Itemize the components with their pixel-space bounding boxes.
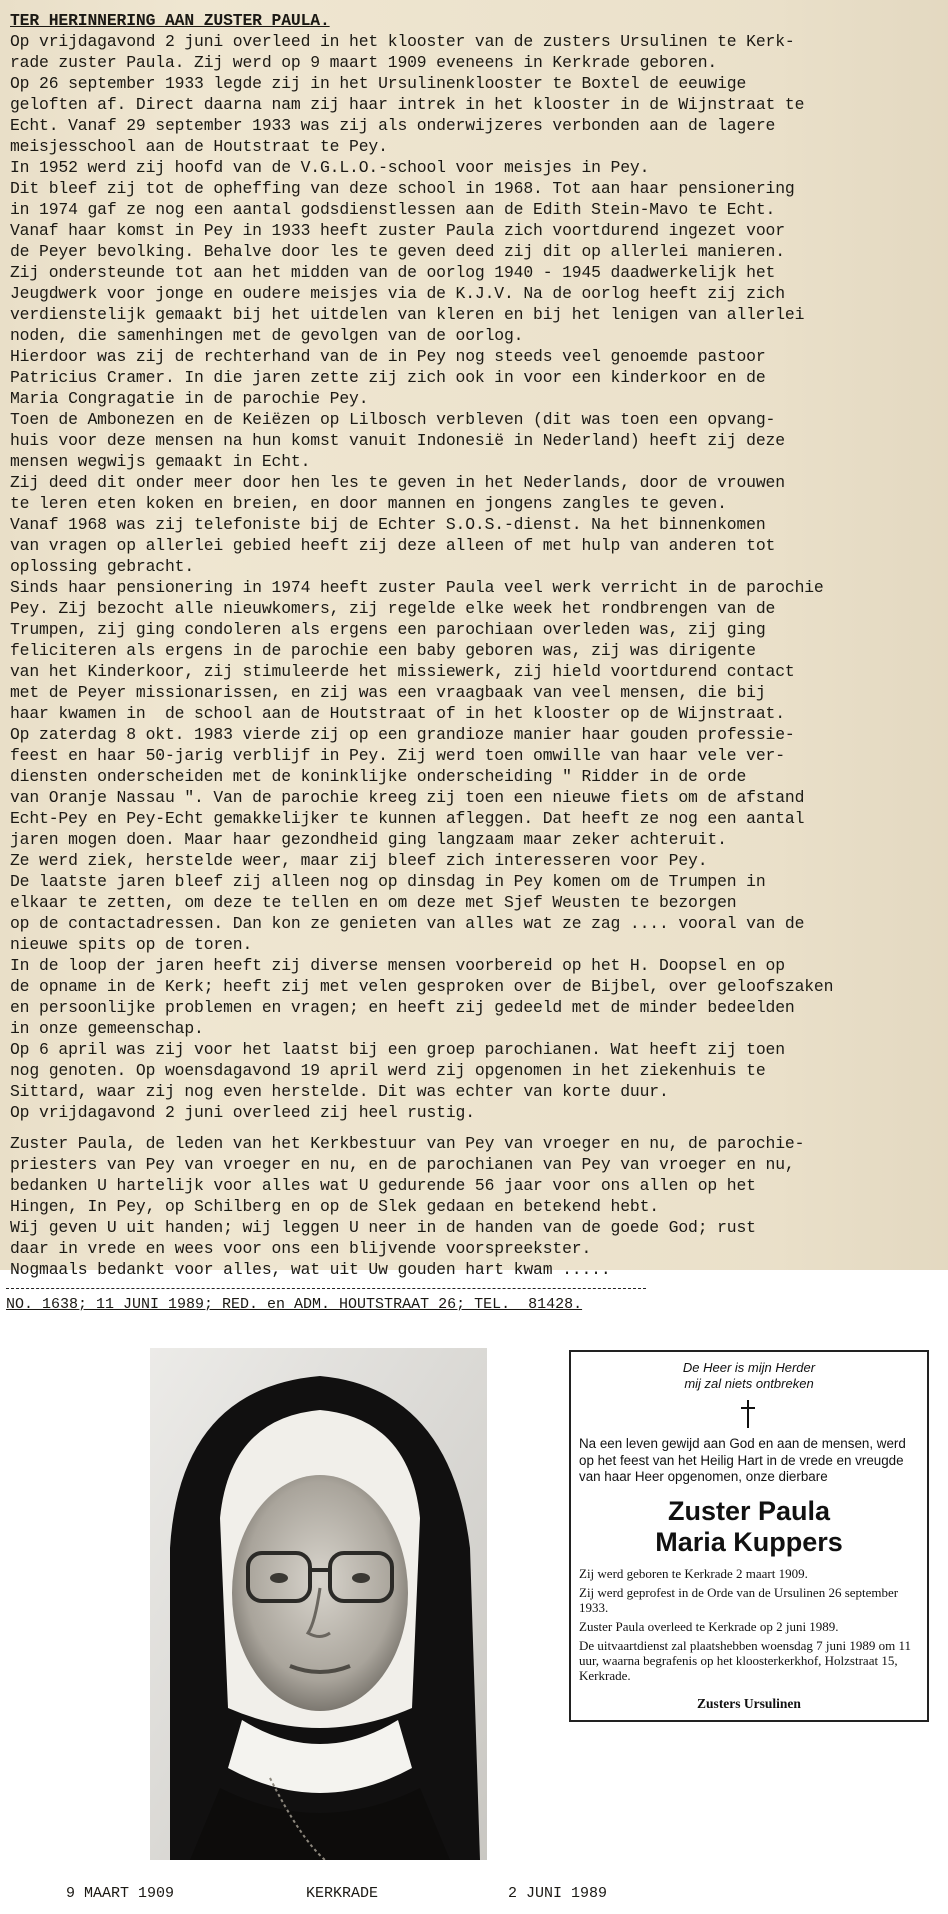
- portrait-photo: [150, 1348, 487, 1860]
- article-line: feest en haar 50-jarig verblijf in Pey. Zij werd toen omwille van haar vele ver-: [10, 746, 785, 765]
- article-line: mensen wegwijs gemaakt in Echt.: [10, 452, 311, 471]
- article-line: Wij geven U uit handen; wij leggen U neer in de handen van de goede God; rust: [10, 1218, 756, 1237]
- article-line: In de loop der jaren heeft zij diverse mensen voorbereid op het H. Doopsel en op: [10, 956, 785, 975]
- article-line: Vanaf 1968 was zij telefoniste bij de Echter S.O.S.-dienst. Na het binnenkomen: [10, 515, 766, 534]
- article-line: Sinds haar pensionering in 1974 heeft zuster Paula veel werk verricht in de parochie: [10, 578, 824, 597]
- article-line: haar kwamen in de school aan de Houtstraat of in het klooster op de Wijnstraat.: [10, 704, 785, 723]
- birth-date: 9 MAART 1909: [66, 1885, 175, 1902]
- article-line: geloften af. Direct daarna nam zij haar intrek in het klooster in de Wijnstraat te: [10, 95, 805, 114]
- death-date: 2 JUNI 1989: [508, 1885, 608, 1902]
- article-line: In 1952 werd zij hoofd van de V.G.L.O.-school voor meisjes in Pey.: [10, 158, 650, 177]
- latin-cross-icon: [738, 1400, 758, 1428]
- article-line: Sittard, waar zij nog even herstelde. Dit was echter van korte duur.: [10, 1082, 669, 1101]
- article-line: huis voor deze mensen na hun komst vanuit Indonesië in Nederland) heeft zij deze: [10, 431, 785, 450]
- article-line: te leren eten koken en breien, en door mannen en jongens zangles te geven.: [10, 494, 727, 513]
- article-title: TER HERINNERING AAN ZUSTER PAULA.: [10, 11, 330, 30]
- article-closing: [10, 1133, 944, 1280]
- article-line: van het Kinderkoor, zij stimuleerde het missiewerk, zij hield voortdurend contact: [10, 662, 795, 681]
- article-line: Toen de Ambonezen en de Keiëzen op Lilbosch verbleven (dit was toen een opvang-: [10, 410, 776, 429]
- article-line: bedanken U hartelijk voor alles wat U gedurende 56 jaar voor ons allen op het: [10, 1176, 756, 1195]
- article-line: Echt-Pey en Pey-Echt gemakkelijker te kunnen afleggen. Dat heeft ze nog een aantal: [10, 809, 805, 828]
- article-line: Vanaf haar komst in Pey in 1933 heeft zuster Paula zich voortdurend ingezet voor: [10, 221, 785, 240]
- birth-fact: Zij werd geboren te Kerkrade 2 maart 1909.: [579, 1566, 808, 1581]
- funeral-fact: De uitvaartdienst zal plaatshebben woensdag 7 juni 1989 om 11 uur, waarna begrafenis op het kloosterkerkhof, Holzstraat 15, Kerkrade.: [579, 1638, 912, 1683]
- obituary-notice: [569, 1350, 929, 1722]
- publication-info: NO. 1638; 11 JUNI 1989; RED. en ADM. HOUTSTRAAT 26; TEL. 81428.: [6, 1296, 583, 1313]
- article-line: van Oranje Nassau ". Van de parochie kreeg zij toen een nieuwe fiets om de afstand: [10, 788, 805, 807]
- article-line: feliciteren als ergens in de parochie een baby geboren was, zij was dirigente: [10, 641, 756, 660]
- notice-signature: Zusters Ursulinen: [697, 1696, 801, 1711]
- article-line: verdienstelijk gemaakt bij het uitdelen van kleren en bij het lenigen van allerlei: [10, 305, 805, 324]
- article-line: elkaar te zetten, om deze te tellen en om deze met Sjef Weusten te bezorgen: [10, 893, 737, 912]
- article-line: Nogmaals bedankt voor alles, wat uit Uw gouden hart kwam .....: [10, 1260, 611, 1279]
- profession-fact: Zij werd geprofest in de Orde van de Ursulinen 26 september 1933.: [579, 1585, 899, 1615]
- article-line: oplossing gebracht.: [10, 557, 195, 576]
- psalm-quote: De Heer is mijn Herder mij zal niets ontbreken: [682, 1360, 816, 1391]
- article-line: van vragen op allerlei gebied heeft zij deze alleen of met hulp van anderen tot: [10, 536, 776, 555]
- article-line: de Peyer bevolking. Behalve door les te geven deed zij dit op allerlei manieren.: [10, 242, 785, 261]
- divider: [6, 1288, 646, 1290]
- article-line: Hierdoor was zij de rechterhand van de in Pey nog steeds veel genoemde pastoor: [10, 347, 766, 366]
- article-line: Ze werd ziek, herstelde weer, maar zij bleef zich interesseren voor Pey.: [10, 851, 708, 870]
- article-line: en persoonlijke problemen en vragen; en heeft zij gedeeld met de minder bedeelden: [10, 998, 795, 1017]
- article-line: noden, die samenhingen met de gevolgen van de oorlog.: [10, 326, 524, 345]
- article-line: priesters van Pey van vroeger en nu, en de parochianen van Pey van vroeger en nu,: [10, 1155, 795, 1174]
- article-line: Op zaterdag 8 okt. 1983 vierde zij op een grandioze manier haar gouden professie-: [10, 725, 795, 744]
- article-body: [10, 31, 944, 1123]
- article-line: Trumpen, zij ging condoleren als ergens een parochiaan overleden was, zij ging: [10, 620, 766, 639]
- death-fact: Zuster Paula overleed te Kerkrade op 2 juni 1989.: [579, 1619, 839, 1634]
- article-line: Hingen, In Pey, op Schilberg en op de Slek gedaan en betekend hebt.: [10, 1197, 659, 1216]
- article-line: meisjesschool aan de Houtstraat te Pey.: [10, 137, 388, 156]
- article-line: met de Peyer missionarissen, en zij was een vraagbaak van veel mensen, die bij: [10, 683, 766, 702]
- article-line: Dit bleef zij tot de opheffing van deze school in 1968. Tot aan haar pensionering: [10, 179, 795, 198]
- article-line: De laatste jaren bleef zij alleen nog op dinsdag in Pey komen om de Trumpen in: [10, 872, 766, 891]
- article-line: Zij deed dit onder meer door hen les te geven in het Nederlands, door de vrouwen: [10, 473, 785, 492]
- article-line: Jeugdwerk voor jonge en oudere meisjes via de K.J.V. Na de oorlog heeft zij zich: [10, 284, 785, 303]
- article-line: Op vrijdagavond 2 juni overleed zij heel rustig.: [10, 1103, 475, 1122]
- article-line: Pey. Zij bezocht alle nieuwkomers, zij regelde elke week het rondbrengen van de: [10, 599, 776, 618]
- article-line: Op vrijdagavond 2 juni overleed in het klooster van de zusters Ursulinen te Kerk-: [10, 32, 795, 51]
- article-line: nog genoten. Op woensdagavond 19 april werd zij opgenomen in het ziekenhuis te: [10, 1061, 766, 1080]
- article-line: Echt. Vanaf 29 september 1933 was zij als onderwijzeres verbonden aan de lagere: [10, 116, 776, 135]
- article-line: rade zuster Paula. Zij werd op 9 maart 1909 eveneens in Kerkrade geboren.: [10, 53, 718, 72]
- notice-intro: Na een leven gewijd aan God en aan de mensen, werd op het feest van het Heilig Hart in de vrede en vreugde van haar Heer opgenomen, onze dierbare: [579, 1436, 906, 1484]
- article-line: jaren mogen doen. Maar haar gezondheid ging langzaam maar zeker achteruit.: [10, 830, 727, 849]
- article-line: de opname in de Kerk; heeft zij met velen gesproken over de Bijbel, over geloofszaken: [10, 977, 834, 996]
- article-line: op de contactadressen. Dan kon ze genieten van alles wat ze zag .... vooral van de: [10, 914, 805, 933]
- article-line: Patricius Cramer. In die jaren zette zij zich ook in voor een kinderkoor en de: [10, 368, 766, 387]
- article-line: Op 6 april was zij voor het laatst bij een groep parochianen. Wat heeft zij toen: [10, 1040, 785, 1059]
- article-line: daar in vrede en wees voor ons een blijvende voorspreekster.: [10, 1239, 592, 1258]
- portrait-image: [150, 1348, 487, 1860]
- deceased-name: Zuster Paula Maria Kuppers: [655, 1496, 843, 1557]
- article-line: in onze gemeenschap.: [10, 1019, 204, 1038]
- article-line: Op 26 september 1933 legde zij in het Ursulinenklooster te Boxtel de eeuwige: [10, 74, 747, 93]
- article-line: diensten onderscheiden met de koninklijke onderscheiding " Ridder in de orde: [10, 767, 747, 786]
- notice-facts: [579, 1566, 919, 1687]
- article-line: Maria Congragatie in de parochie Pey.: [10, 389, 369, 408]
- article-line: Zij ondersteunde tot aan het midden van de oorlog 1940 - 1945 daadwerkelijk het: [10, 263, 776, 282]
- article-line: nieuwe spits op de toren.: [10, 935, 253, 954]
- place-name: KERKRADE: [306, 1885, 379, 1902]
- article-line: Zuster Paula, de leden van het Kerkbestuur van Pey van vroeger en nu, de parochie-: [10, 1134, 805, 1153]
- article-line: in 1974 gaf ze nog een aantal godsdienstlessen aan de Edith Stein-Mavo te Echt.: [10, 200, 776, 219]
